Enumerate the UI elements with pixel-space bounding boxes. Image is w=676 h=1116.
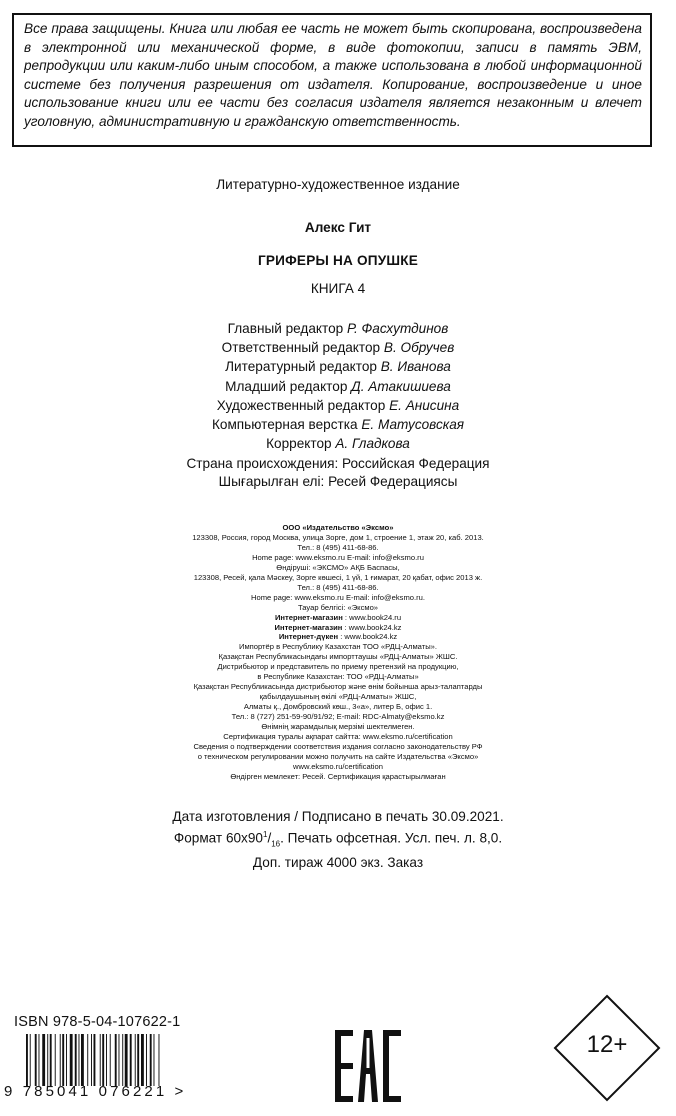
print-format: Формат $60х90^1/_{16}$. Печать офсетная. Усл. печ. л. 8,0. (173, 830, 503, 849)
publisher-info (0, 523, 676, 782)
staff-name: Е. Анисина (389, 397, 460, 413)
staff-row (0, 434, 676, 453)
staff-role: Младший редактор (225, 378, 348, 394)
origin-kz: Өндірген мемлекет: Ресей. Сертификация қарастырылмаған (230, 771, 446, 781)
print-date: Дата изготовления / Подписано в печать 30.09.2021. (172, 809, 504, 824)
publisher-kz-manufacturer: Өндіруші: «ЭКСМО» АҚБ Баспасы, (276, 562, 400, 572)
barcode-digits: 9 785041 076221 > (4, 1083, 187, 1100)
staff-row (0, 357, 676, 376)
book-title: ГРИФЕРЫ НА ОПУШКЕ (257, 253, 418, 268)
shop-line (0, 613, 676, 623)
publisher-web: Home page: www.eksmo.ru E-mail: info@eksmo.ru (252, 552, 424, 562)
copyright-notice-text: Все права защищены. Книга или любая ее часть не может быть скопирована, воспроизведена в электронной или механической форме, в виде фотокопии, записи в память ЭВМ, репродукции или каким-либо иным способом, а также использована в любой информационной системе без получения разрешения от издателя. Копирование, воспроизведение и иное использование книги или ее части без согласия издателя является незаконным и влечет уголовную, административную и гражданскую ответственность. (24, 21, 642, 129)
age-rating-label: 12+ (586, 1031, 628, 1058)
print-circulation: Доп. тираж 4000 экз. Заказ (252, 854, 424, 870)
staff-name: Р. Фасхутдинов (347, 321, 449, 336)
shop-url: : www.book24.ru (342, 612, 402, 622)
staff-row (0, 415, 676, 434)
publisher-trademark: Тауар белгісі: «Эксмо» (297, 602, 379, 612)
staff-name: А. Гладкова (335, 436, 410, 452)
certification-kz: Сертификация туралы ақпарат сайтта: www.eksmo.ru/certification (223, 732, 453, 742)
staff-name: Д. Атакишиева (351, 378, 451, 394)
staff-list (0, 319, 676, 453)
staff-role: Главный редактор (227, 321, 344, 336)
staff-role: Литературный редактор (225, 359, 377, 375)
staff-name: В. Обручев (383, 340, 455, 356)
staff-role: Ответственный редактор (221, 340, 381, 356)
eac-mark-icon (335, 1030, 403, 1102)
book-number: КНИГА 4 (310, 281, 366, 296)
shop-url: : www.book24.kz (338, 632, 398, 642)
shop-label: Интернет-дүкен (278, 632, 339, 642)
country-kz: Шығарылған елі: Ресей Федерациясы (218, 474, 458, 490)
staff-row (0, 396, 676, 415)
copyright-notice-box (12, 13, 652, 147)
publisher-kz-address: 123308, Ресей, қала Мәскеу, Зорге көшесі, 1 үй, 1 ғимарат, 20 қабат, офис 2013 ж. (193, 572, 483, 582)
format-numerator: 1 (262, 830, 268, 840)
format-suffix: . Печать офсетная. Усл. печ. л. 8,0. (280, 830, 503, 846)
publisher-kz-phone: Тел.: 8 (495) 411-68-86. (297, 582, 379, 592)
shop-label: Интернет-магазин (274, 622, 343, 632)
importer: Импортёр в Республику Казахстан ТОО «РДЦ-Алматы». (238, 642, 437, 652)
author-name: Алекс Гит (304, 220, 372, 235)
staff-row (0, 338, 676, 357)
certification-url: www.eksmo.ru/certification (293, 761, 383, 771)
shelf-life: Өнімнің жарамдылық мерзімі шектелмеген. (261, 722, 415, 732)
shop-line (0, 623, 676, 633)
staff-role: Компьютерная верстка (211, 417, 358, 433)
barcode-image (26, 1034, 208, 1086)
format-prefix: Формат 60х90 (173, 830, 263, 846)
certification-ru-2: о техническом регулировании можно получить на сайте Издательства «Эксмо» (197, 751, 479, 761)
shop-url: : www.book24.kz (342, 622, 402, 632)
country-of-origin (0, 455, 676, 492)
country-ru: Страна происхождения: Российская Федерация (186, 456, 490, 471)
shop-label: Интернет-магазин (274, 612, 343, 622)
print-info (0, 808, 676, 872)
kz-distributor-2: қабылдаушының өкілі «РДЦ-Алматы» ЖШС, (259, 692, 417, 702)
kz-importer: Қазақстан Республикасындағы импорттаушы «РДЦ-Алматы» ЖШС. (218, 652, 458, 662)
staff-role: Художественный редактор (216, 397, 386, 413)
publisher-name: ООО «Издательство «Эксмо» (282, 523, 394, 532)
staff-role: Корректор (266, 436, 332, 452)
isbn: ISBN 978-5-04-107622-1 (14, 1014, 181, 1030)
shop-line (0, 632, 676, 642)
publisher-address: 123308, Россия, город Москва, улица Зорге, дом 1, строение 1, этаж 20, каб. 2013. (192, 532, 484, 542)
format-denominator: 16 (271, 839, 281, 849)
distributor: Дистрибьютор и представитель по приему претензий на продукцию, (217, 662, 459, 672)
distributor-2: в Республике Казахстан: ТОО «РДЦ-Алматы» (257, 672, 419, 682)
staff-row (0, 377, 676, 396)
kz-distributor: Қазақстан Республикасында дистрибьютор және өнім бойынша арыз-талаптарды (193, 682, 483, 692)
staff-name: В. Иванова (380, 359, 451, 375)
publisher-kz-web: Home page: www.eksmo.ru E-mail: info@eksmo.ru. (251, 592, 425, 602)
staff-row (0, 319, 676, 338)
certification-ru-1: Сведения о подтверждении соответствия издания согласно законодательству РФ (193, 741, 483, 751)
almaty-phone: Тел.: 8 (727) 251-59-90/91/92; E-mail: RDC-Almaty@eksmo.kz (231, 712, 445, 722)
publisher-phone: Тел.: 8 (495) 411-68-86. (297, 542, 379, 552)
staff-name: Е. Матусовская (361, 417, 465, 433)
almaty-address: Алматы қ., Домбровский көш., 3«а», литер Б, офис 1. (243, 702, 433, 712)
edition-type: Литературно-художественное издание (216, 177, 460, 192)
